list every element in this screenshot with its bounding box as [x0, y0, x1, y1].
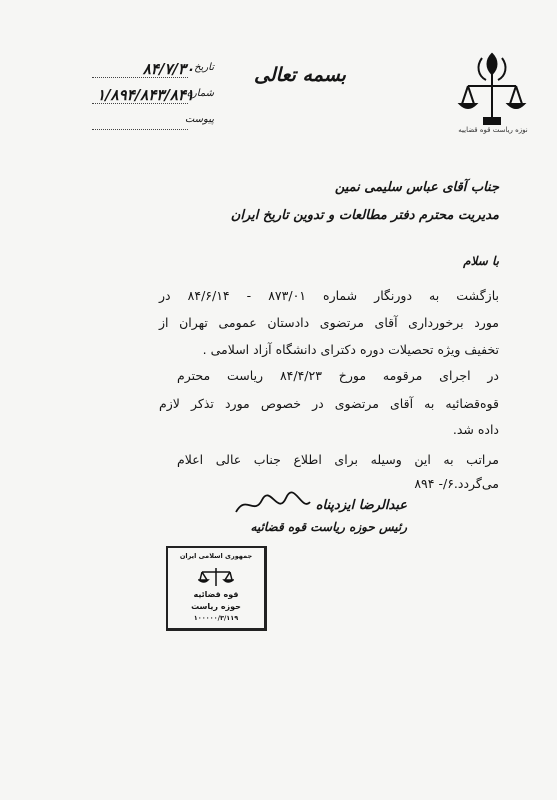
addressee-office: مدیریت محترم دفتر مطالعات و تدوین تاریخ ایران	[230, 208, 499, 223]
body-line: بازگشت به دورنگار شماره ۸۷۳/۰۱ - ۸۴/۶/۱۴ در	[159, 288, 499, 303]
number-label: شماره	[186, 88, 214, 99]
emblem-caption: نوزه ریاست قوه قضاییه	[458, 126, 528, 134]
date-field	[92, 62, 214, 80]
body-line: مراتب به این وسیله برای اطلاع جناب عالی اعلام	[177, 452, 499, 467]
scales-icon	[198, 566, 234, 588]
salutation: با سلام	[463, 254, 499, 268]
attachment-label: پیوست	[184, 114, 214, 125]
stamp-line: قوه قضائیه	[193, 590, 239, 599]
body-line: می‌گردد.۶/- ۸۹۴	[414, 476, 499, 491]
attachment-field	[92, 114, 214, 132]
bismillah-heading: بسمه تعالی	[254, 64, 346, 86]
signature-scribble	[232, 490, 312, 520]
body-line: قوه‌قضائیه به آقای مرتضوی در خصوص مورد تذکر لازم	[159, 396, 499, 411]
date-value: ۸۴/۷/۳۰	[142, 60, 194, 78]
body-line: در اجرای مرقومه مورخ ۸۴/۴/۲۳ ریاست محترم	[177, 368, 499, 383]
stamp-line: جمهوری اسلامی ایران	[179, 552, 253, 560]
official-stamp	[166, 546, 267, 631]
judiciary-emblem-icon	[456, 46, 528, 136]
body-line: داده شد.	[452, 422, 499, 437]
body-line: تخفیف ویژه تحصیلات دوره دکترای دانشگاه آزاد اسلامی .	[202, 342, 499, 357]
stamp-line: حوزه ریاست	[191, 602, 241, 611]
number-value: ۱/۸۹۴/۸۴۳/۸۴۱	[96, 86, 194, 104]
body-line: مورد برخورداری آقای مرتضوی دادستان عمومی تهران از	[159, 315, 499, 330]
signatory-name: عبدالرضا ایزدپناه	[315, 498, 407, 513]
stamp-line: ۱۰۰۰۰۰/۳/۱۱۹	[193, 614, 239, 622]
date-label: تاریخ	[194, 62, 214, 73]
addressee-name: جناب آقای عباس سلیمی نمین	[334, 180, 499, 195]
number-field	[92, 88, 214, 106]
signatory-title: رئیس حوزه ریاست قوه قضائیه	[250, 520, 407, 534]
